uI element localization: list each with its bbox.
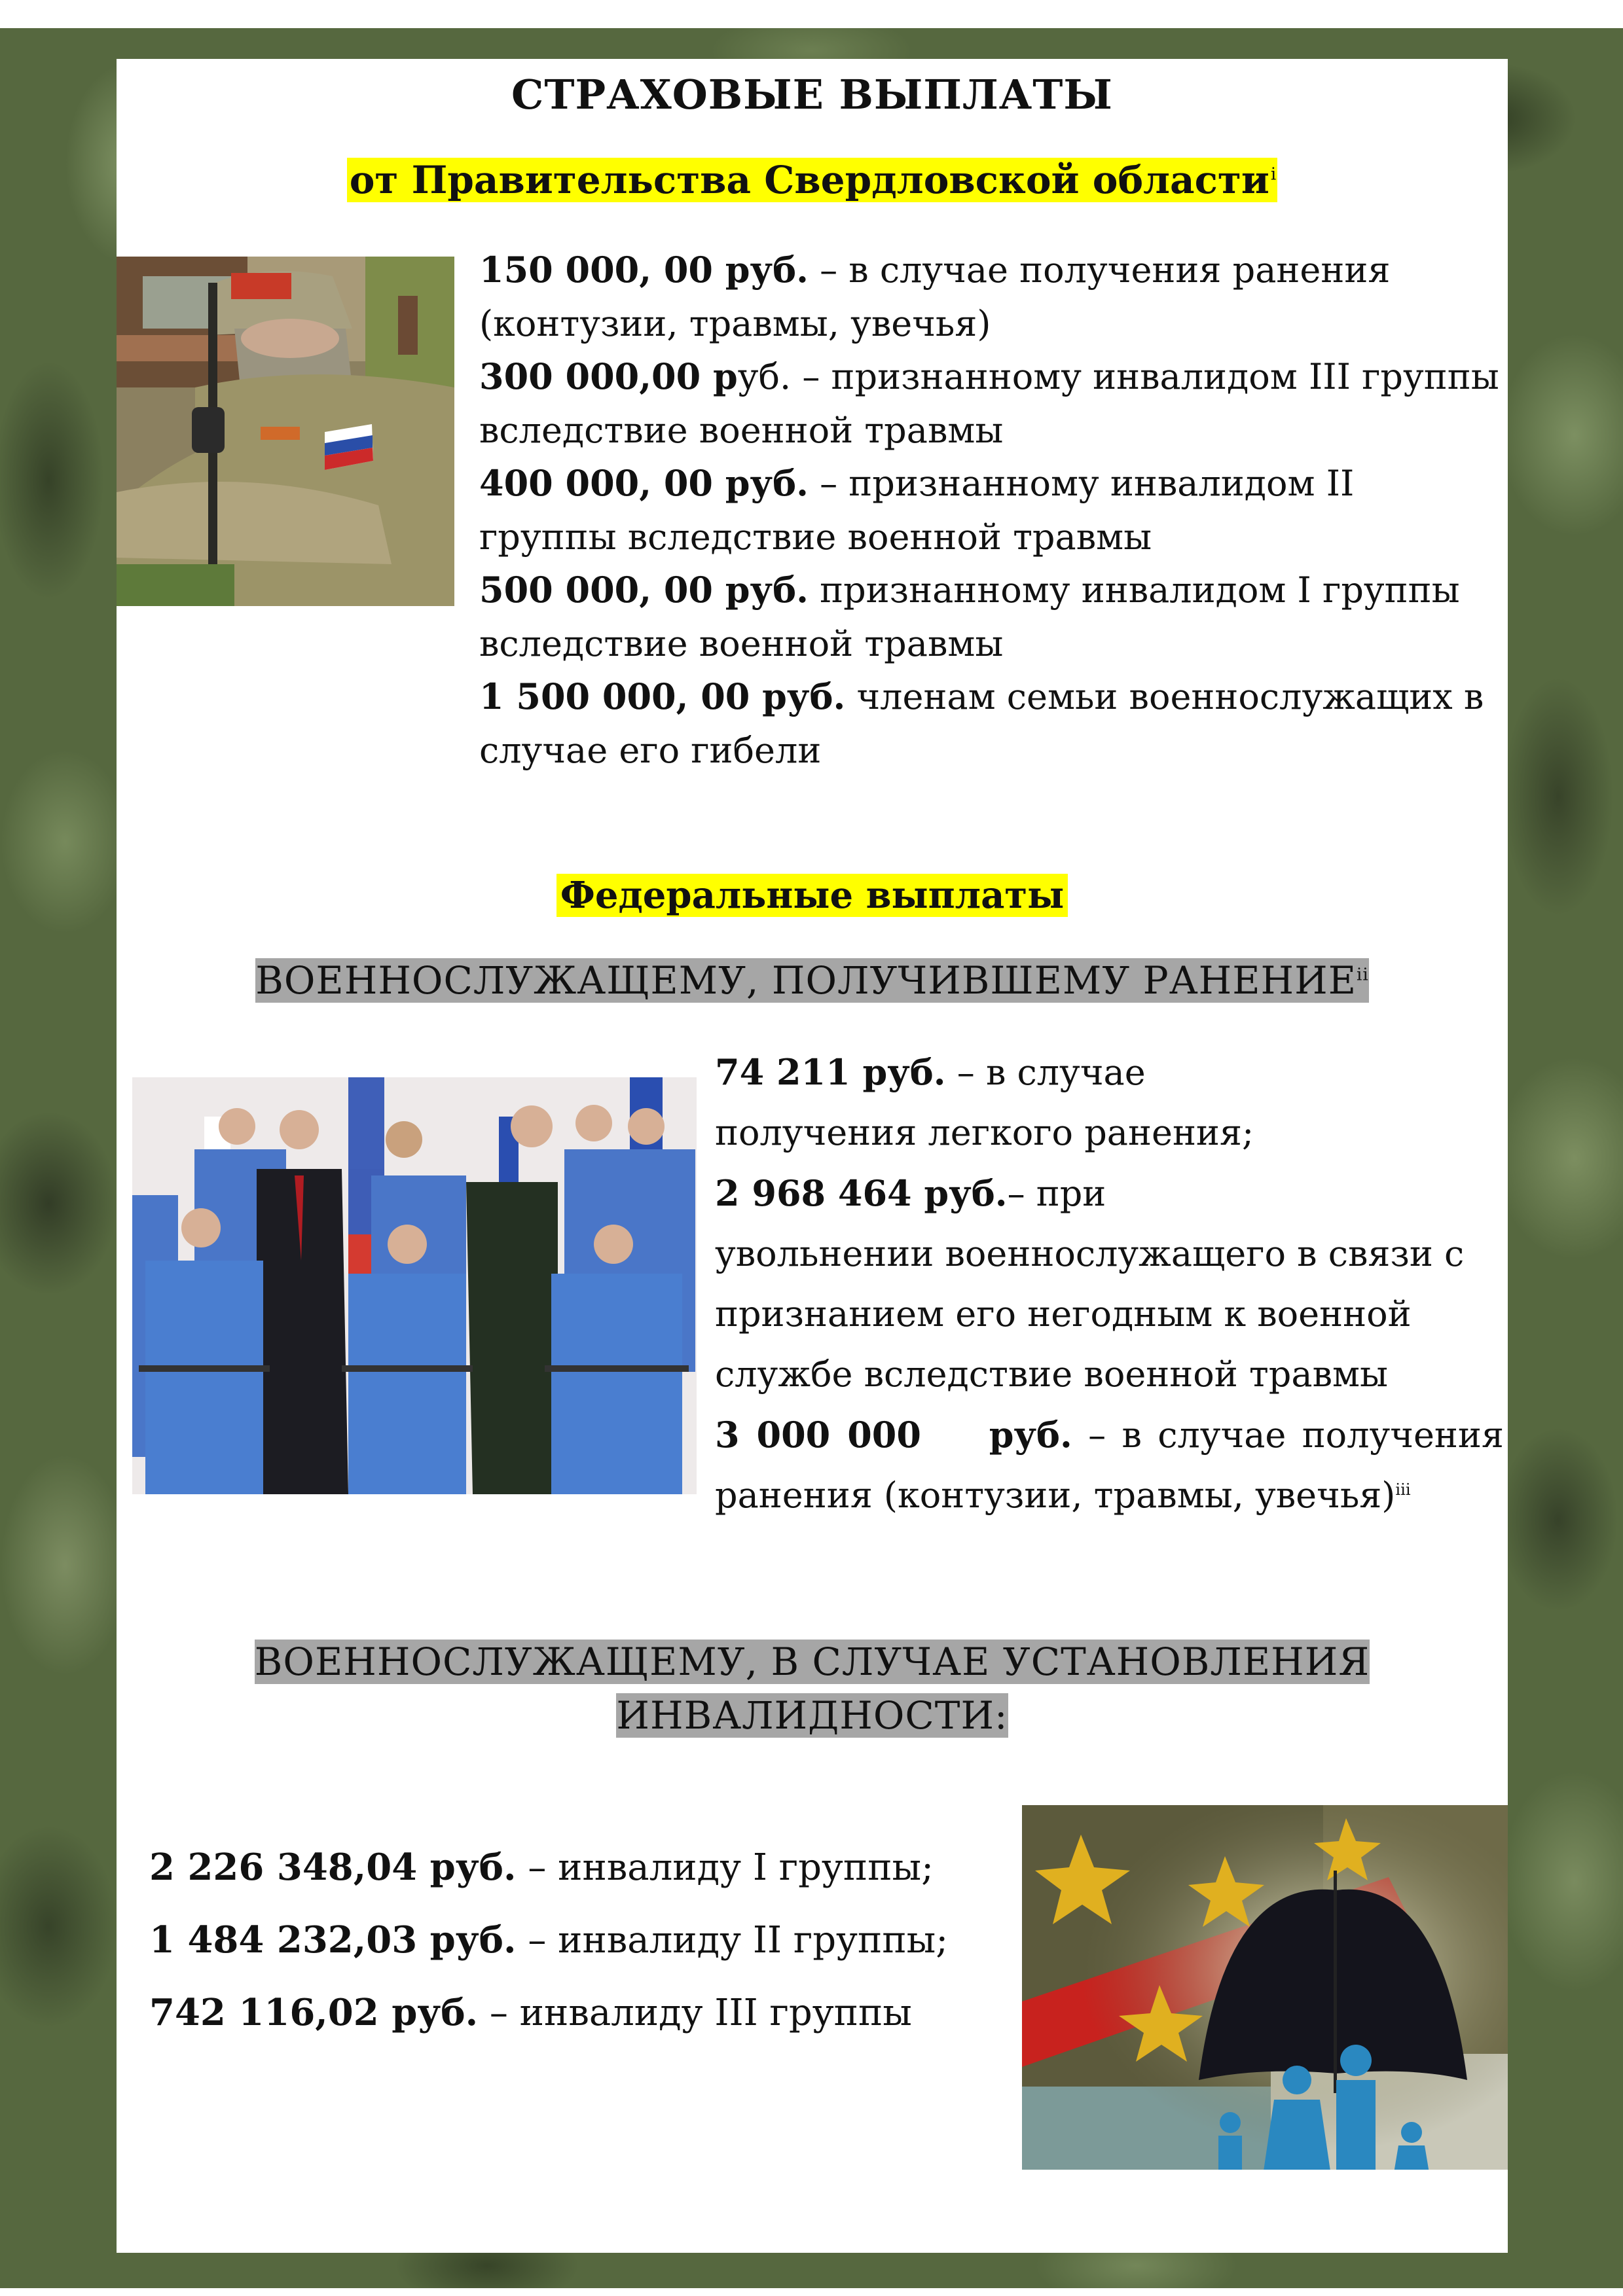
list-item: 1 484 232,03 руб. – инвалиду II группы; — [149, 1918, 949, 1962]
wounded-heading-text: ВОЕННОСЛУЖАЩЕМУ, ПОЛУЧИВШЕМУ РАНЕНИЕ — [255, 958, 1357, 1003]
disability-heading-line1: ВОЕННОСЛУЖАЩЕМУ, В СЛУЧАЕ УСТАНОВЛЕНИЯ — [254, 1640, 1370, 1684]
page-title: СТРАХОВЫЕ ВЫПЛАТЫ — [511, 71, 1113, 118]
regional-heading-text: от Правительства Свердловской области — [349, 158, 1269, 202]
disability-payments-list — [149, 1831, 1000, 2049]
wounded-servicemen-group-photo — [132, 1077, 697, 1494]
regional-payments-list — [479, 243, 1501, 777]
soldier-in-camouflage-photo — [117, 257, 454, 606]
disability-heading — [117, 1635, 1508, 1742]
footnote-ref-ii[interactable]: ii — [1357, 965, 1369, 985]
footnote-ref-i[interactable]: i — [1270, 164, 1277, 185]
disability-heading-line2: ИНВАЛИДНОСТИ: — [616, 1693, 1008, 1738]
list-item: 150 000, 00 руб. – в случае получения ранения (контузии, травмы, увечья) — [479, 249, 1391, 344]
list-item: 742 116,02 руб. – инвалиду III группы — [149, 1991, 912, 2034]
list-item: 500 000, 00 руб. признанному инвалидом I группы вследствие военной травмы — [479, 569, 1460, 664]
footnote-ref-iii[interactable]: iii — [1395, 1480, 1411, 1499]
wounded-payments-list — [715, 1042, 1504, 1526]
list-item: 1 500 000, 00 руб. членам семьи военнослужащих в случае его гибели — [479, 675, 1484, 771]
wounded-heading — [117, 955, 1508, 1006]
document-page — [117, 59, 1508, 2253]
list-item: 2 226 348,04 руб. – инвалиду I группы; — [149, 1846, 934, 1889]
list-item: 400 000, 00 руб. – признанному инвалидом II группы вследствие военной травмы — [479, 462, 1355, 558]
umbrella-family-insurance-illustration — [1022, 1805, 1508, 2170]
federal-section-heading: Федеральные выплаты — [117, 866, 1508, 925]
list-item: 2 968 464 руб.– при увольнении военнослужащего в связи с признанием его негодным к военной службе вследствие военной травмы — [715, 1172, 1465, 1395]
list-item: 3 000 000 руб. – в случае получения ранения (контузии, травмы, увечья)$^{iii}$ — [715, 1414, 1504, 1516]
list-item: 300 000,00 руб. – признанному инвалидом III группы вследствие военной травмы — [479, 355, 1499, 451]
regional-section-heading — [117, 152, 1508, 208]
list-item: 74 211 руб. – в случае получения легкого ранения; — [715, 1051, 1254, 1153]
